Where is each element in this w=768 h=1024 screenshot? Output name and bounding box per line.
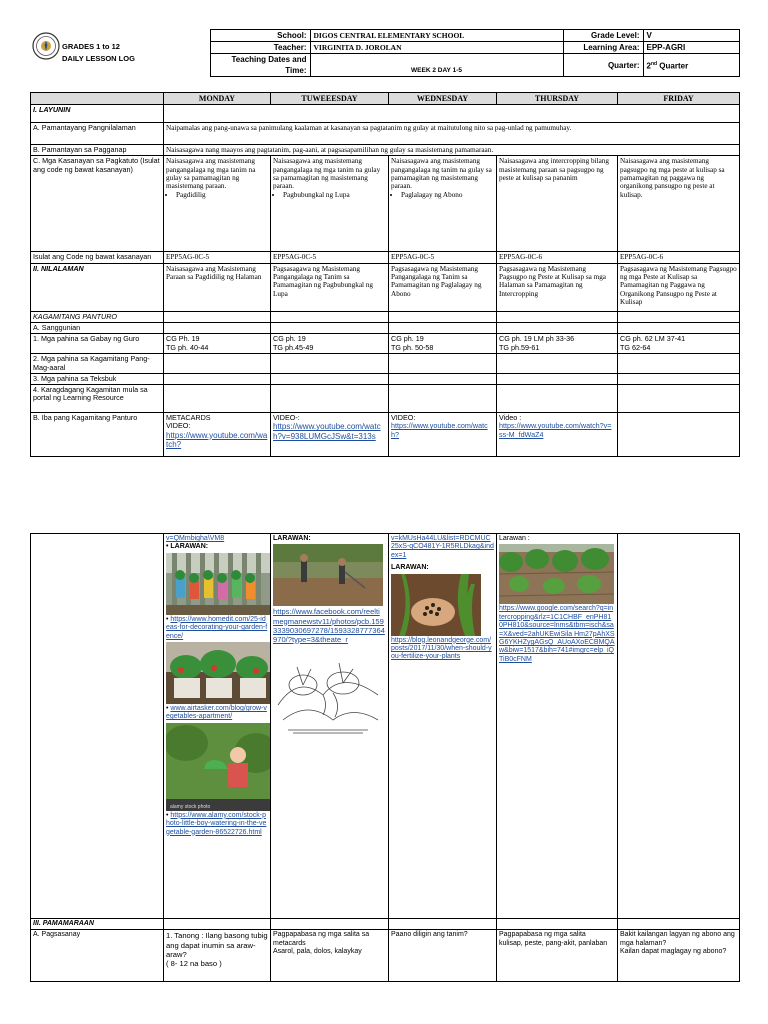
lesson-table bbox=[30, 92, 740, 457]
pagsasanay-wed: Paano diligin ang tanim? bbox=[389, 930, 497, 982]
materials-fri bbox=[618, 534, 740, 919]
area-label: Learning Area: bbox=[563, 42, 643, 54]
teksbuk-label: 3. Mga pahina sa Teksbuk bbox=[31, 373, 164, 384]
area-value: EPP-AGRI bbox=[643, 42, 739, 54]
form-title bbox=[30, 30, 210, 77]
lesson-table-continued bbox=[30, 533, 740, 982]
youtube-link-wed-cont[interactable]: v=kMUsHa44LU&list=RDCMUC25xS-qCO481Y-1R5RLDkag&index=1 bbox=[391, 535, 494, 559]
header-table bbox=[30, 29, 740, 77]
pamantayang-text: Naipamalas ang pang-unawa sa panimulang kaalaman at kasanayan sa pagtatanim ng gulay at maitutulong nito sa pag-unlad ng pamumuhay. bbox=[164, 123, 740, 145]
alamy-link[interactable]: https://www.alamy.com/stock-photo-little-boy-watering-in-the-vegetable-garden-86522726.html bbox=[166, 811, 267, 836]
intercropping-field-photo bbox=[499, 544, 614, 604]
iba-thu: Video : https://www.youtube.com/watch?v=ss-M_fdWaZ4 bbox=[497, 413, 618, 457]
day-thursday: THURSDAY bbox=[497, 93, 618, 105]
pagsasanay-mon: 1. Tanong : Ilang basong tubig ang dapat inumin sa araw-araw? ( 8- 12 na baso ) bbox=[164, 930, 271, 982]
link-bullet-airtasker: • www.airtasker.com/blog/grow-vegetables-apartment/ bbox=[166, 704, 267, 721]
link-bullet-alamy: • https://www.alamy.com/stock-photo-little-boy-watering-in-the-vegetable-garden-86522726.html bbox=[166, 811, 267, 836]
iba-fri bbox=[618, 413, 740, 457]
larawan-label-wed: LARAWAN: bbox=[391, 564, 429, 572]
gabay-fri: CG ph. 62 LM 37-41 TG 62-64 bbox=[618, 334, 740, 354]
kasanayan-wed: Naisasagawa ang masistemang pangangalaga ng tanim na gulay sa pamamagitan ng masistemang paraan. • Paglalagay ng Abono bbox=[389, 156, 497, 252]
materials-thu bbox=[497, 534, 618, 919]
materials-mon bbox=[164, 534, 271, 919]
photo-caption: alamy stock photo bbox=[170, 803, 211, 810]
kasanayan-tue: Naisasagawa ang masistemang pangangalaga ng mga tanim na gulay sa pamamagitan ng masistemang paraan. • Pagbubungkal ng Lupa bbox=[271, 156, 389, 252]
kasanayan-mon: Naisasagawa ang masistemang pangangalaga ng mga tanim na gulay sa pamamagitan ng masistemang paraan. • Pagdidilig bbox=[164, 156, 271, 252]
school-label: School: bbox=[210, 30, 310, 42]
code-wed: EPP5AG-0C-5 bbox=[389, 252, 497, 263]
iba-wed: VIDEO: https://www.youtube.com/watch? bbox=[389, 413, 497, 457]
fertilizer-hand-photo bbox=[391, 574, 481, 636]
pagsasanay-tue: Pagpapabasa ng mga salita sa metacards Asarol, pala, dolos, kalaykay bbox=[271, 930, 389, 982]
day-wednesday: WEDNESDAY bbox=[389, 93, 497, 105]
pagganap-text: Naisasagawa nang maayos ang pagtatanim, pag-aani, at pagsasapamilihan ng gulay sa masistemang pamamaraan. bbox=[164, 145, 740, 156]
day-header-row bbox=[31, 93, 740, 105]
dates-label: Teaching Dates and Time: bbox=[210, 54, 310, 77]
homedit-link[interactable]: https://www.homedit.com/25-ideas-for-decorating-your-garden-fence/ bbox=[166, 615, 268, 640]
grade-value: V bbox=[643, 30, 739, 42]
form-title-line1: GRADES 1 to 12 bbox=[62, 42, 120, 51]
youtube-link-tue[interactable]: https://www.youtube.com/watch?v=938LUMGcJSw&t=313s bbox=[273, 422, 381, 441]
kasanayan-row bbox=[31, 156, 740, 252]
kasanayan-fri: Naisasagawa ang masistemang pagsugpo ng mga peste at kulisap sa pamamagitan ng paggawa ng organikong pansugpo ng peste at kulisap. bbox=[618, 156, 740, 252]
code-tue: EPP5AG-0C-5 bbox=[271, 252, 389, 263]
apartment-vegetables-photo bbox=[166, 642, 271, 704]
grade-label: Grade Level: bbox=[563, 30, 643, 42]
leonandgeorge-link[interactable]: https://blog.leonandgeorge.com/posts/2017/11/30/when-should-you-fertilize-your-plants bbox=[391, 636, 492, 661]
kasanayan-thu: Naisasagawa ang intercropping bilang masistemang paraan sa pagsugpo ng peste at kulisap sa pananim bbox=[497, 156, 618, 252]
gabay-wed: CG ph. 19 TG ph. 50-58 bbox=[389, 334, 497, 354]
pagsasanay-fri: Bakit kailangan lagyan ng abono ang mga halaman? Kailan dapat maglagay ng abono? bbox=[618, 930, 740, 982]
soil-sketch-image bbox=[273, 645, 383, 737]
pamamaraan-label: III. PAMAMARAAN bbox=[31, 919, 164, 930]
school-value: DIGOS CENTRAL ELEMENTARY SCHOOL bbox=[310, 30, 563, 42]
code-label: Isulat ang Code ng bawat kasanayan bbox=[31, 252, 164, 263]
kagamitang-mag-label: 2. Mga pahina sa Kagamitang Pang-Mag-aaral bbox=[31, 354, 164, 374]
materials-tue bbox=[271, 534, 389, 919]
teacher-label: Teacher: bbox=[210, 42, 310, 54]
teacher-value: VIRGINITA D. JOROLAN bbox=[310, 42, 563, 54]
quarter-label: Quarter: bbox=[563, 54, 643, 77]
youtube-link-mon-cont[interactable]: v=QMmbigha\VM8 bbox=[166, 535, 225, 542]
link-bullet-homedit: • https://www.homedit.com/25-ideas-for-decorating-your-garden-fence/ bbox=[166, 615, 268, 640]
kagamitan-label: KAGAMITANG PANTURO bbox=[31, 311, 164, 322]
tilling-field-photo bbox=[273, 544, 383, 606]
day-friday: FRIDAY bbox=[618, 93, 740, 105]
layunin-label: I. LAYUNIN bbox=[31, 105, 164, 123]
larawan-label-mon: • LARAWAN: bbox=[166, 543, 209, 551]
dates-value: WEEK 2 DAY 1-5 bbox=[310, 54, 563, 77]
form-title-line2: DAILY LESSON LOG bbox=[62, 54, 135, 63]
gabay-tue: CG ph. 19 TG ph.45-49 bbox=[271, 334, 389, 354]
quarter-value: 2nd Quarter bbox=[643, 54, 739, 77]
nilalaman-label: II. NILALAMAN bbox=[31, 263, 164, 311]
iba-label: B. Iba pang Kagamitang Panturo bbox=[31, 413, 164, 457]
larawan-label-thu: Larawan : bbox=[499, 535, 530, 542]
iba-mon: METACARDS VIDEO: https://www.youtube.com/watch? bbox=[164, 413, 271, 457]
pagsasanay-label: A. Pagsasanay bbox=[31, 930, 164, 982]
garden-fence-boots-photo bbox=[166, 553, 271, 615]
iba-tue: VIDEO-: https://www.youtube.com/watch?v=938LUMGcJSw&t=313s bbox=[271, 413, 389, 457]
gabay-label: 1. Mga pahina sa Gabay ng Guro bbox=[31, 334, 164, 354]
code-fri: EPP5AG-0C-6 bbox=[618, 252, 740, 263]
google-search-link[interactable]: https://www.google.com/search?q=intercropping&rlz=1C1CHBF_enPH810PH810&source=lnms&tbm=isch&sa=X&ved=2ahUKEwiSila Hm27pAhXSG6YKHZygAGsQ_AUoAXoECBMQAw&biw=1517&bih=741#imgrc=elp_iQTiB0cFNM bbox=[499, 605, 615, 663]
nilalaman-tue: Pagsasagawa ng Masistemang Pangangalaga ng Tanim sa Pamamagitan ng Pagbubungkal ng Lupa bbox=[271, 263, 389, 311]
karagdagang-label: 4. Karagdagang Kagamitan mula sa portal ng Learning Resource bbox=[31, 385, 164, 413]
youtube-link-wed[interactable]: https://www.youtube.com/watch? bbox=[391, 421, 488, 439]
sanggunian-label: A. Sanggunian bbox=[31, 323, 164, 334]
kasanayan-label: C. Mga Kasanayan sa Pagkatuto (Isulat ang code ng bawat kasanayan) bbox=[31, 156, 164, 252]
pamantayang-label: A. Pamantayang Pangnilalaman bbox=[31, 123, 164, 145]
day-tuesday: TUWEEESDAY bbox=[271, 93, 389, 105]
airtasker-link[interactable]: www.airtasker.com/blog/grow-vegetables-apartment/ bbox=[166, 704, 267, 721]
day-monday: MONDAY bbox=[164, 93, 271, 105]
nilalaman-mon: Naisasagawa ang Masistemang Paraan sa Pagdidilig ng Halaman bbox=[164, 263, 271, 311]
nilalaman-fri: Pagsasagawa ng Masistemang Pagsugpo ng mga Peste at Kulisap sa Pamamagitan ng Paggawa ng Organikong Pansugpo ng Peste at Kulisap bbox=[618, 263, 740, 311]
code-mon: EPP5AG-0C-5 bbox=[164, 252, 271, 263]
pagsasanay-thu: Pagpapabasa ng mga salita kulisap, peste, pang-akit, panlaban bbox=[497, 930, 618, 982]
boy-watering-garden-photo bbox=[166, 723, 271, 811]
facebook-link[interactable]: https://www.facebook.com/reeltimegmanewstv11/photos/pcb.1593339030697278/1593328777364970/?type=3&theate_r bbox=[273, 607, 385, 644]
gabay-thu: CG ph. 19 LM ph 33-36 TG ph.59-61 bbox=[497, 334, 618, 354]
materials-row bbox=[31, 534, 740, 919]
code-thu: EPP5AG-0C-6 bbox=[497, 252, 618, 263]
materials-wed bbox=[389, 534, 497, 919]
youtube-link-thu[interactable]: https://www.youtube.com/watch?v=ss-M_fdWaZ4 bbox=[499, 421, 612, 439]
youtube-link-mon[interactable]: https://www.youtube.com/watch? bbox=[166, 430, 268, 449]
pagganap-label: B. Pamantayan sa Pagganap bbox=[31, 145, 164, 156]
larawan-label-tue: LARAWAN: bbox=[273, 535, 311, 542]
gabay-mon: CG Ph. 19 TG ph. 40-44 bbox=[164, 334, 271, 354]
nilalaman-wed: Pagsasagawa ng Masistemang Pangangalaga ng Tanim sa Pamamagitan ng Paglalagay ng Abono bbox=[389, 263, 497, 311]
nilalaman-thu: Pagsasagawa ng Masistemang Pagsugpo ng Peste at Kulisap sa mga Halaman sa Pamamagitan ng Intercropping bbox=[497, 263, 618, 311]
